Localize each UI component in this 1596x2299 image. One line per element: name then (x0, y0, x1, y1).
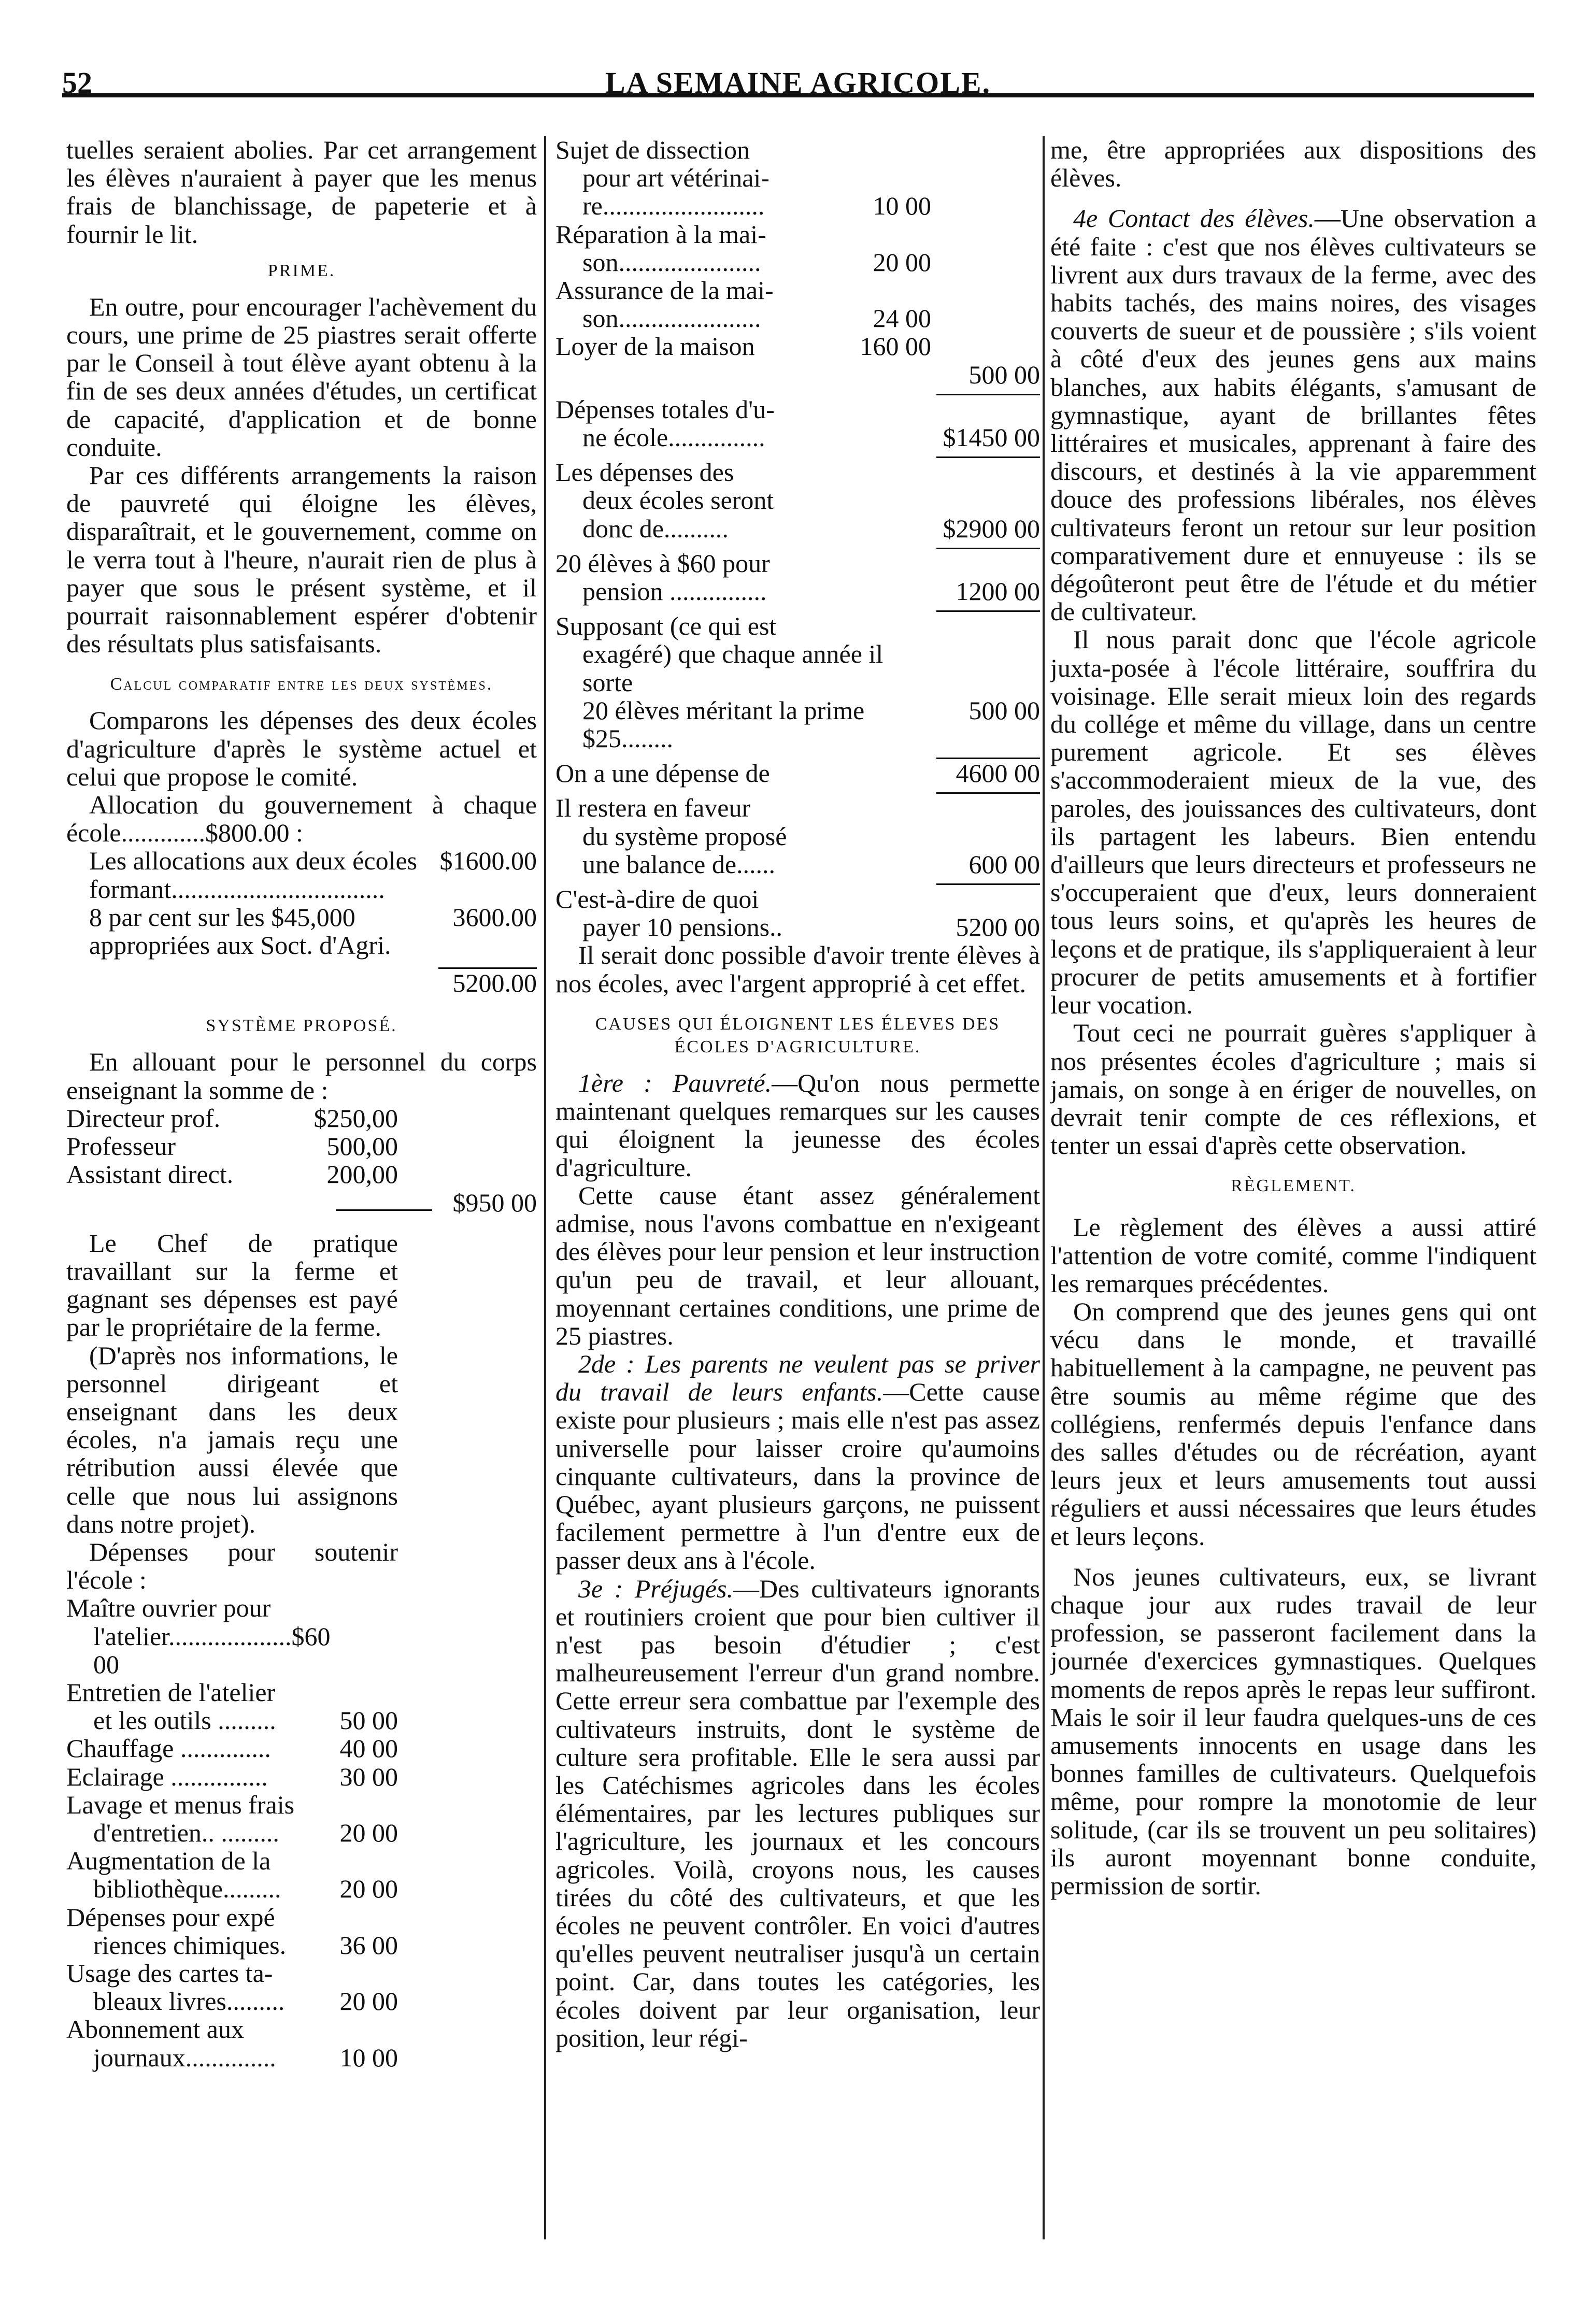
totals-label: du système proposé (582, 821, 787, 851)
ledger-label: Loyer de la maison (555, 332, 755, 361)
staff-total-row (66, 1189, 537, 1217)
totals-value: 4600 00 (956, 759, 1040, 788)
row-value: $1600.00 (439, 846, 537, 876)
ledger-label: pour art vétérinai- (582, 163, 770, 193)
staff-list (66, 1104, 537, 1189)
allocation-total-row (66, 969, 537, 997)
staff-value: 200,00 (326, 1160, 398, 1189)
expense-label-line: Augmentation de la (66, 1846, 271, 1876)
staff-label: Professeur (66, 1132, 176, 1161)
totals-row (555, 640, 1040, 696)
expense-row (66, 1819, 398, 1847)
expense-value: 30 00 (339, 1762, 398, 1791)
totals-row (555, 612, 1040, 640)
paragraph: Dépenses pour soutenir l'école : (66, 1537, 398, 1595)
expense-label-line: Entretien de l'atelier (66, 1677, 276, 1707)
expense-label-line: Abonnement aux (66, 2015, 244, 2044)
totals-value: 500 00 (968, 695, 1040, 725)
totals-label: Supposant (ce qui est (555, 611, 777, 641)
totals-row (555, 395, 1040, 423)
totals-value: 600 00 (968, 849, 1040, 879)
totals-ledger (555, 394, 1040, 941)
expense-label-line: Dépenses pour expé (66, 1902, 275, 1932)
expense-label: bleaux livres......... (93, 1987, 285, 2016)
totals-row (555, 822, 1040, 850)
cause-text: —Cette cause existe pour plusieurs ; mais elle n'est pas assez universelle pour laisser croire qu'aumoins cinquante cultivateurs, dans la province de Québec, ayant plusieurs garçons, ne puissent facilement permettre à l'un d'entre eux de passer deux ans à l'école. (555, 1377, 1040, 1575)
ledger-label: Réparation à la mai- (555, 219, 766, 249)
row-value: 3600.00 (452, 902, 537, 932)
expense-label: riences chimiques. (93, 1930, 287, 1960)
section-heading-calcul: Calcul comparatif entre les deux systèmes. (110, 675, 493, 694)
expense-value: 10 00 (339, 2043, 398, 2072)
journal-title: LA SEMAINE AGRICOLE. (605, 66, 991, 99)
column-rule (544, 136, 546, 2239)
expense-label: d'entretien.. ......... (93, 1818, 279, 1847)
expense-row (66, 1987, 398, 2015)
paragraph: tuelles seraient abolies. Par cet arrangement les élèves n'auraient à payer que les menus frais de blanchissage, de papeterie et à fournir le lit. (66, 136, 537, 249)
ledger-row (555, 304, 1040, 332)
totals-row (555, 458, 1040, 486)
expense-value: 50 00 (339, 1706, 398, 1735)
totals-entry (555, 548, 1040, 605)
expense-ledger (555, 136, 1040, 361)
cause-label: 4e Contact des élèves. (1073, 204, 1315, 233)
totals-value: 1200 00 (956, 577, 1040, 606)
expense-label-line: Maître ouvrier pour (66, 1593, 271, 1623)
row-value: $950 00 (452, 1188, 537, 1217)
paragraph: Cette cause étant assez généralement admise, nous l'avons combattue en n'exigeant des élèves pour leur pension et leur instruction qu'un peu de travail, et leur allouant, moyennant certaines conditions, une prime de 25 piastres. (555, 1180, 1040, 1350)
staff-label: Directeur prof. (66, 1103, 221, 1133)
row-value: 500 00 (968, 360, 1040, 389)
paragraph: En outre, pour encourager l'achèvement du cours, une prime de 25 piastres serait offerte par le Conseil à tout élève ayant obtenu à la fin de ses deux années d'études, un certificat de capacité, d'application et de bonne conduite. (66, 292, 537, 462)
totals-row (555, 577, 1040, 605)
staff-row (66, 1104, 398, 1132)
expense-value: 36 00 (339, 1930, 398, 1960)
column-rule (1043, 136, 1045, 2239)
totals-value: $1450 00 (943, 423, 1040, 452)
totals-entry (555, 792, 1040, 878)
totals-row (555, 850, 1040, 878)
page-header (62, 31, 1534, 97)
expense-label: et les outils ......... (93, 1706, 276, 1735)
section-heading-prime: PRIME. (267, 261, 336, 280)
expense-list (66, 1594, 398, 2071)
expense-label-line: Lavage et menus frais (66, 1790, 295, 1819)
expense-value: 20 00 (339, 1874, 398, 1904)
paragraph: Il nous parait donc que l'école agricole juxta-posée à l'école littéraire, souffrira du voisinage. Elle serait mieux loin des regards du collége et même du village, dans un centre purement agricole. Et ses élèves s'accommoderaient mieux de la vue, des paroles, des jouissances des cultivateurs, dont ils partagent les labeurs. Bien entendu d'ailleurs que leurs directeurs et professeurs ne s'occuperaient que d'eux, leurs donneraient tous leurs soins, et qu'après les heures de leçons et de pratique, ils s'appliqueraient à leur procurer de petits amusements et à fortifier leur vocation. (1050, 625, 1536, 1020)
totals-label: On a une dépense de (555, 759, 770, 788)
totals-row (555, 696, 1040, 752)
totals-label: Dépenses totales d'u- (555, 394, 775, 424)
totals-row (555, 423, 1040, 451)
ledger-label: Assurance de la mai- (555, 276, 774, 305)
row-value: 5200.00 (452, 968, 537, 998)
paragraph: On comprend que des jeunes gens qui ont vécu dans le monde, et travaillé habituellement à la campagne, ne peuvent pas être soumis au même régime que des collégiens, renfermés depuis l'enfance dans des salles d'études ou de récréation, ayant leurs jeux et leurs amusements tout aussi réguliers et aussi nécessaires que leurs études et leurs leçons. (1050, 1296, 1536, 1551)
totals-label: deux écoles seront (582, 485, 774, 515)
totals-label: 20 élèves méritant la prime $25........ (582, 695, 865, 753)
expense-label-line: Usage des cartes ta- (66, 1958, 273, 1988)
totals-entry (555, 758, 1040, 787)
expense-row (66, 2044, 398, 2072)
totals-label: exagéré) que chaque année il sorte (582, 639, 884, 697)
paragraph: Il serait donc possible d'avoir trente élèves à nos écoles, avec l'argent approprié à cet effet. (555, 940, 1040, 998)
paragraph: Le Chef de pratique travaillant sur la ferme et gagnant ses dépenses est payé par le propriétaire de la ferme. (66, 1228, 398, 1342)
cause-text: —Des cultivateurs ignorants et routiniers croient que pour bien cultiver il n'est pas besoin d'étudier ; c'est malheureusement l'erreur d'un grand nombre. Cette erreur sera combattue par l'exemple des cultivateurs instruits, dont le système de culture sera profitable. Elle le sera aussi par les Catéchismes agricoles dans les écoles élémentaires, par les lectures publiques sur l'agriculture, les journaux et les concours agricoles. Voilà, croyons nous, les causes tirées du côté des cultivateurs, et que les écoles ne peuvent contrôler. En voici d'autres qu'elles peuvent neutraliser jusqu'à un certain point. Car, dans toutes les catégories, les écoles doivent par leur organisation, leur position, leur régi- (555, 1574, 1040, 2052)
expense-row (66, 1622, 398, 1678)
ledger-value: 10 00 (873, 191, 931, 221)
ledger-label: son...................... (582, 247, 761, 277)
column-3 (1050, 136, 1536, 2250)
ledger-label: Sujet de dissection (555, 136, 750, 164)
cause-text: —Qu'on nous permette maintenant quelques remarques sur les causes qui éloignent la jeunesse des écoles d'agriculture. (555, 1068, 1040, 1182)
cause-label: 1ère : Pauvreté. (578, 1068, 772, 1097)
staff-value: 500,00 (326, 1132, 398, 1161)
ledger-row (555, 164, 1040, 192)
row-label: Les allocations aux deux écoles formant................................. (89, 846, 418, 904)
expense-label: journaux.............. (93, 2043, 276, 2072)
totals-label: pension ............... (582, 577, 767, 606)
totals-row (555, 885, 1040, 913)
expense-row (66, 1875, 398, 1903)
expense-label: l'atelier...................$60 00 (93, 1621, 331, 1679)
ledger-row (555, 192, 1040, 220)
expense-value: 20 00 (339, 1818, 398, 1847)
paragraph: (D'après nos informations, le personnel dirigeant et enseignant dans les deux écoles, n'a jamais reçu une rétribution aussi élevée que celle que nous lui assignons dans notre projet). (66, 1340, 398, 1538)
totals-row (555, 913, 1040, 941)
ledger-row (555, 332, 1040, 360)
totals-label: payer 10 pensions.. (582, 912, 783, 942)
paragraph: En allouant pour le personnel du corps enseignant la somme de : (66, 1047, 537, 1105)
section-heading-causes: CAUSES QUI ÉLOIGNENT LES ÉLEVES DES ÉCOLES D'AGRICULTURE. (595, 1014, 1001, 1056)
ledger-value: 160 00 (860, 332, 931, 361)
totals-row (555, 515, 1040, 542)
totals-entry (555, 394, 1040, 451)
allocation-row (66, 903, 537, 959)
page-number: 52 (62, 66, 92, 99)
totals-entry (555, 456, 1040, 542)
expense-row (66, 1931, 398, 1959)
ledger-label: son...................... (582, 304, 761, 333)
staff-value: $250,00 (314, 1103, 398, 1133)
staff-row (66, 1132, 398, 1160)
totals-label: ne école............... (582, 423, 765, 452)
totals-value: $2900 00 (943, 513, 1040, 543)
paragraph: Par ces différents arrangements la raison de pauvreté qui éloigne les élèves, disparaîtrait, et le gouvernement, comme on le verra tout à l'heure, n'aurait rien de plus à payer que sous le présent système, et il pourrait raisonnablement espérer d'obtenir des résultats plus satisfaisants. (66, 461, 537, 659)
expense-label: Chauffage .............. (66, 1734, 271, 1763)
staff-label: Assistant direct. (66, 1160, 234, 1189)
staff-row (66, 1160, 398, 1188)
cause-4-paragraph (1050, 204, 1536, 625)
totals-label: Il restera en faveur (555, 793, 751, 823)
paragraph: Le règlement des élèves a aussi attiré l'attention de votre comité, comme l'indiquent les remarques précédentes. (1050, 1212, 1536, 1298)
ledger-value: 20 00 (873, 247, 931, 277)
section-heading-reglement: RÈGLEMENT. (1231, 1176, 1356, 1196)
expense-row (66, 1734, 398, 1762)
expense-label: bibliothèque......... (93, 1874, 281, 1904)
totals-row (555, 759, 1040, 787)
totals-label: Les dépenses des (555, 458, 734, 487)
ledger-value: 24 00 (873, 304, 931, 333)
expense-row (66, 1706, 398, 1734)
totals-label: 20 élèves à $60 pour (555, 548, 770, 578)
allocation-row (66, 847, 537, 903)
paragraph: me, être appropriées aux dispositions des élèves. (1050, 136, 1536, 193)
column-2 (555, 136, 1040, 2250)
ledger-row (555, 248, 1040, 276)
paragraph: Allocation du gouvernement à chaque école.............$800.00 : (66, 790, 537, 848)
ledger-label: re......................... (582, 191, 765, 221)
expense-value: 20 00 (339, 1987, 398, 2016)
totals-entry (555, 883, 1040, 941)
ledger-row (555, 276, 1040, 304)
paragraph: Nos jeunes cultivateurs, eux, se livrant chaque jour aux rudes travail de leur profession, se passeront facilement dans la journée d'exercices gymnastiques. Quelques moments de repos après le repas leur suffiront. Mais le soir il leur faudra quelques-uns de ces amusements innocents en usage dans les bonnes familles de cultivateurs. Quelquefois même, pour rompre la monotomie de leur solitude, (car ils se trouvent un peu solitaires) ils auront moyennant bonne conduite, permission de sortir. (1050, 1562, 1536, 1900)
cause-text: —Une observation a été faite : c'est que nos élèves cultivateurs se livrent aux durs travaux de la ferme, avec des habits tachés, des mains noires, des visages couverts de sueur et de poussière ; s'ils voient à côté d'eux des jeunes gens aux mains blanches, aux habits élégants, s'amusant de gymnastique, ayant de brillantes fêtes littéraires et musicales, apprenant à faire des discours, et destinés à la vie apparemment douce des professions libérales, nos élèves cultivateurs feront un retour sur leur position comparativement dure et ennuyeuse : ils se dégoûteront peut être de l'étude et du métier de cultivateur. (1050, 204, 1536, 626)
expense-row (66, 1763, 398, 1791)
cause-3-paragraph (555, 1575, 1040, 2052)
row-label: 8 par cent sur les $45,000 appropriées aux Soct. d'Agri. (89, 902, 391, 960)
cause-2-paragraph (555, 1350, 1040, 1575)
paragraph: Tout ceci ne pourrait guères s'appliquer à nos présentes écoles d'agriculture ; mais si jamais, on songe à en ériger de nouvelles, on devrait tenir compte de ces réflexions, et tenter un essai d'après cette observation. (1050, 1018, 1536, 1160)
totals-row (555, 486, 1040, 514)
column-1 (66, 136, 537, 2250)
totals-entry (555, 610, 1040, 752)
totals-label: donc de.......... (582, 513, 729, 543)
expense-value: 40 00 (339, 1734, 398, 1763)
totals-label: une balance de...... (582, 849, 776, 879)
totals-row (555, 794, 1040, 822)
cause-1-paragraph (555, 1069, 1040, 1181)
paragraph: Comparons les dépenses des deux écoles d'agriculture d'après le système actuel et celui que propose le comité. (66, 706, 537, 791)
totals-label: C'est-à-dire de quoi (555, 884, 759, 914)
expense-label: Eclairage ............... (66, 1762, 268, 1791)
totals-value: 5200 00 (956, 912, 1040, 942)
totals-row (555, 549, 1040, 577)
cause-label: 3e : Préjugés. (578, 1574, 733, 1603)
ledger-row (555, 220, 1040, 248)
cause-label: 2de : Les parents ne veulent pas se priver du travail de leurs enfants. (555, 1349, 1040, 1407)
section-heading-systeme: SYSTÈME PROPOSÉ. (206, 1016, 397, 1036)
subtotal-row (555, 361, 1040, 389)
ledger-row (555, 136, 1040, 164)
